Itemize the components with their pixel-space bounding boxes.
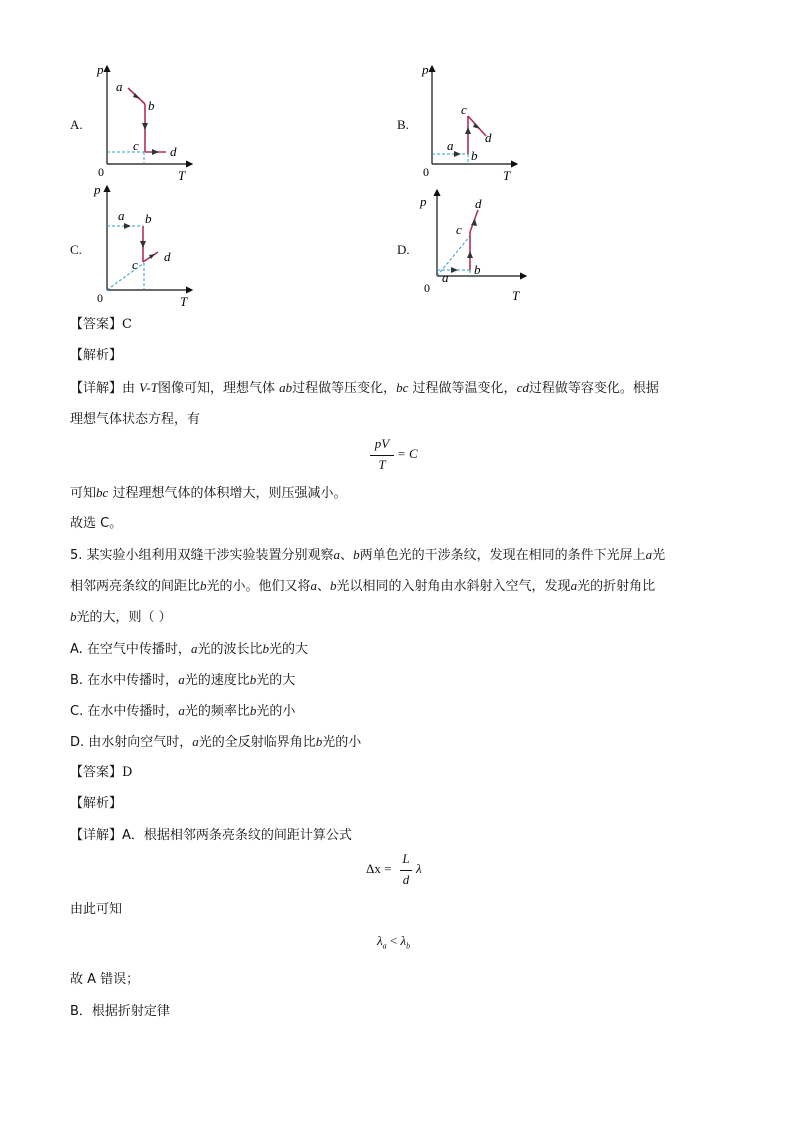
point-b-label: b xyxy=(148,98,155,113)
formula-numerator: pV xyxy=(374,436,390,451)
q5-detail-a xyxy=(70,826,352,846)
text: B. 在水中传播时， xyxy=(70,673,179,688)
detail-tag: 【详解】 xyxy=(70,381,123,396)
point-b-label: b xyxy=(471,148,478,163)
var: b xyxy=(330,578,337,593)
answer-value: C xyxy=(122,317,132,332)
q4-analysis-tag: 【解析】 xyxy=(70,348,123,363)
var: V-T xyxy=(139,380,158,395)
var: bc xyxy=(96,485,109,500)
q5-stem-line3 xyxy=(70,607,172,628)
option-a-label: A. xyxy=(70,117,83,132)
q5-answer-line xyxy=(70,763,132,783)
text: 、 xyxy=(317,579,331,594)
text: 由 xyxy=(122,381,136,396)
text: 光的速度比 xyxy=(184,673,250,688)
point-d-label: d xyxy=(170,144,177,159)
var: b xyxy=(200,578,207,593)
text: 光以相同的入射角由水斜射入空气，发现 xyxy=(336,579,571,594)
text: 光的波长比 xyxy=(197,642,263,657)
point-d-label: d xyxy=(475,196,482,211)
q5-derive: 由此可知 xyxy=(70,902,123,917)
option-b-label: B. xyxy=(397,117,409,132)
point-c-label: c xyxy=(133,138,139,153)
point-c-label: c xyxy=(132,257,138,272)
text: 光的大 xyxy=(256,673,296,688)
lambda-b: λ xyxy=(400,933,407,948)
var: b xyxy=(315,734,323,749)
text: 光的频率比 xyxy=(184,704,250,719)
graph-a xyxy=(88,60,198,186)
var: ab xyxy=(279,380,293,395)
var: a xyxy=(178,703,185,718)
text: 图像可知，理想气体 xyxy=(157,381,275,396)
text: A．根据相邻两条亮条纹的间距计算公式 xyxy=(122,828,352,843)
formula-numerator: L xyxy=(402,851,410,866)
text: 光的小。他们又将 xyxy=(206,579,311,594)
q4-conclusion xyxy=(70,483,346,504)
var: a xyxy=(192,734,199,749)
option-d-label: D. xyxy=(397,242,410,257)
less-than: < xyxy=(389,933,398,948)
text: 5. 某实验小组利用双缝干涉实验装置分别观察 xyxy=(70,548,334,563)
origin-label: 0 xyxy=(97,291,103,305)
q4-answer-line xyxy=(70,315,132,335)
text: C. 在水中传播时， xyxy=(70,704,179,719)
q5-wrong-a: 故 A 错误； xyxy=(70,972,140,987)
text: 、 xyxy=(340,548,354,563)
origin-label: 0 xyxy=(424,281,430,295)
text: 过程理想气体的体积增大，则压强减小。 xyxy=(112,486,347,501)
text: 光的大 xyxy=(268,642,308,657)
p-axis-label: p xyxy=(97,62,104,77)
var: a xyxy=(310,578,318,593)
formula-rhs: = C xyxy=(397,446,418,461)
q5-detail-b: B．根据折射定律 xyxy=(70,1004,170,1019)
text: 过程做等压变化， xyxy=(292,381,397,396)
text: 光的折射角比 xyxy=(577,579,656,594)
formula-denominator: T xyxy=(378,457,386,472)
q4-choose: 故选 C。 xyxy=(70,516,123,531)
t-axis-label: T xyxy=(180,294,188,309)
t-axis-label: T xyxy=(503,168,511,183)
detail-tag: 【详解】 xyxy=(70,828,123,843)
point-d-label: d xyxy=(164,249,171,264)
var: a xyxy=(645,547,653,562)
option-c-label: C. xyxy=(70,242,82,257)
var: cd xyxy=(516,380,529,395)
formula-lambda: λ xyxy=(416,861,422,876)
text: 光的小 xyxy=(322,735,362,750)
q5-option-c[interactable] xyxy=(70,701,295,722)
point-a-label: a xyxy=(116,79,123,94)
answer-tag: 【答案】 xyxy=(70,765,123,780)
t-axis-label: T xyxy=(178,168,186,183)
var: a xyxy=(333,547,341,562)
var: a xyxy=(190,641,198,656)
var: b xyxy=(249,703,257,718)
var: b xyxy=(353,547,360,562)
formula-denominator: d xyxy=(402,872,410,887)
graph-c xyxy=(88,180,198,310)
lambda-a: λ xyxy=(377,933,383,948)
fraction-bar xyxy=(370,455,394,456)
point-c-label: c xyxy=(461,102,467,117)
text: 光的大，则（ ） xyxy=(76,610,172,625)
p-axis-label: p xyxy=(422,62,429,77)
fraction-bar xyxy=(400,870,412,871)
text: 两单色光的干涉条纹，发现在相同的条件下光屏上 xyxy=(359,548,646,563)
point-b-label: b xyxy=(145,211,152,226)
var: b xyxy=(70,609,77,624)
q5-stem-line1 xyxy=(70,545,665,566)
p-axis-label: p xyxy=(420,194,427,209)
point-a-label: a xyxy=(447,138,454,153)
inequality xyxy=(377,933,410,951)
q5-option-d[interactable] xyxy=(70,732,361,753)
graph-d xyxy=(418,186,530,306)
var: a xyxy=(570,578,578,593)
text: 过程做等温变化， xyxy=(408,381,517,396)
graph-b xyxy=(413,60,523,186)
origin-label: 0 xyxy=(423,165,429,179)
q5-stem-line2 xyxy=(70,576,655,597)
formula-lhs: Δx = xyxy=(366,861,392,876)
text: D. 由水射向空气时， xyxy=(70,735,193,750)
text: 光的小 xyxy=(256,704,296,719)
q4-detail-line1 xyxy=(70,378,659,399)
answer-value: D xyxy=(122,765,133,780)
q5-analysis-tag: 【解析】 xyxy=(70,796,123,811)
var: bc xyxy=(396,380,409,395)
var: b xyxy=(249,672,257,687)
t-axis-label: T xyxy=(512,288,520,303)
text: 可知 xyxy=(70,486,97,501)
subscript-a: a xyxy=(382,941,387,951)
subscript-b: b xyxy=(406,941,411,951)
answer-tag: 【答案】 xyxy=(70,317,123,332)
text: 光的全反射临界角比 xyxy=(198,735,316,750)
text: 过程做等容变化。根据 xyxy=(528,381,659,396)
point-a-label: a xyxy=(442,270,449,285)
point-c-label: c xyxy=(456,222,462,237)
q4-detail-line2: 理想气体状态方程，有 xyxy=(70,412,201,427)
var: a xyxy=(178,672,185,687)
p-axis-label: p xyxy=(94,182,101,197)
point-b-label: b xyxy=(474,262,481,277)
point-a-label: a xyxy=(118,208,125,223)
point-d-label: d xyxy=(485,130,492,145)
q5-option-b[interactable] xyxy=(70,670,295,691)
text: 相邻两亮条纹的间距比 xyxy=(70,579,201,594)
text: 光 xyxy=(652,548,666,563)
origin-label: 0 xyxy=(98,165,104,179)
var: b xyxy=(262,641,269,656)
q5-option-a[interactable] xyxy=(70,639,308,660)
text: A. 在空气中传播时， xyxy=(70,642,191,657)
